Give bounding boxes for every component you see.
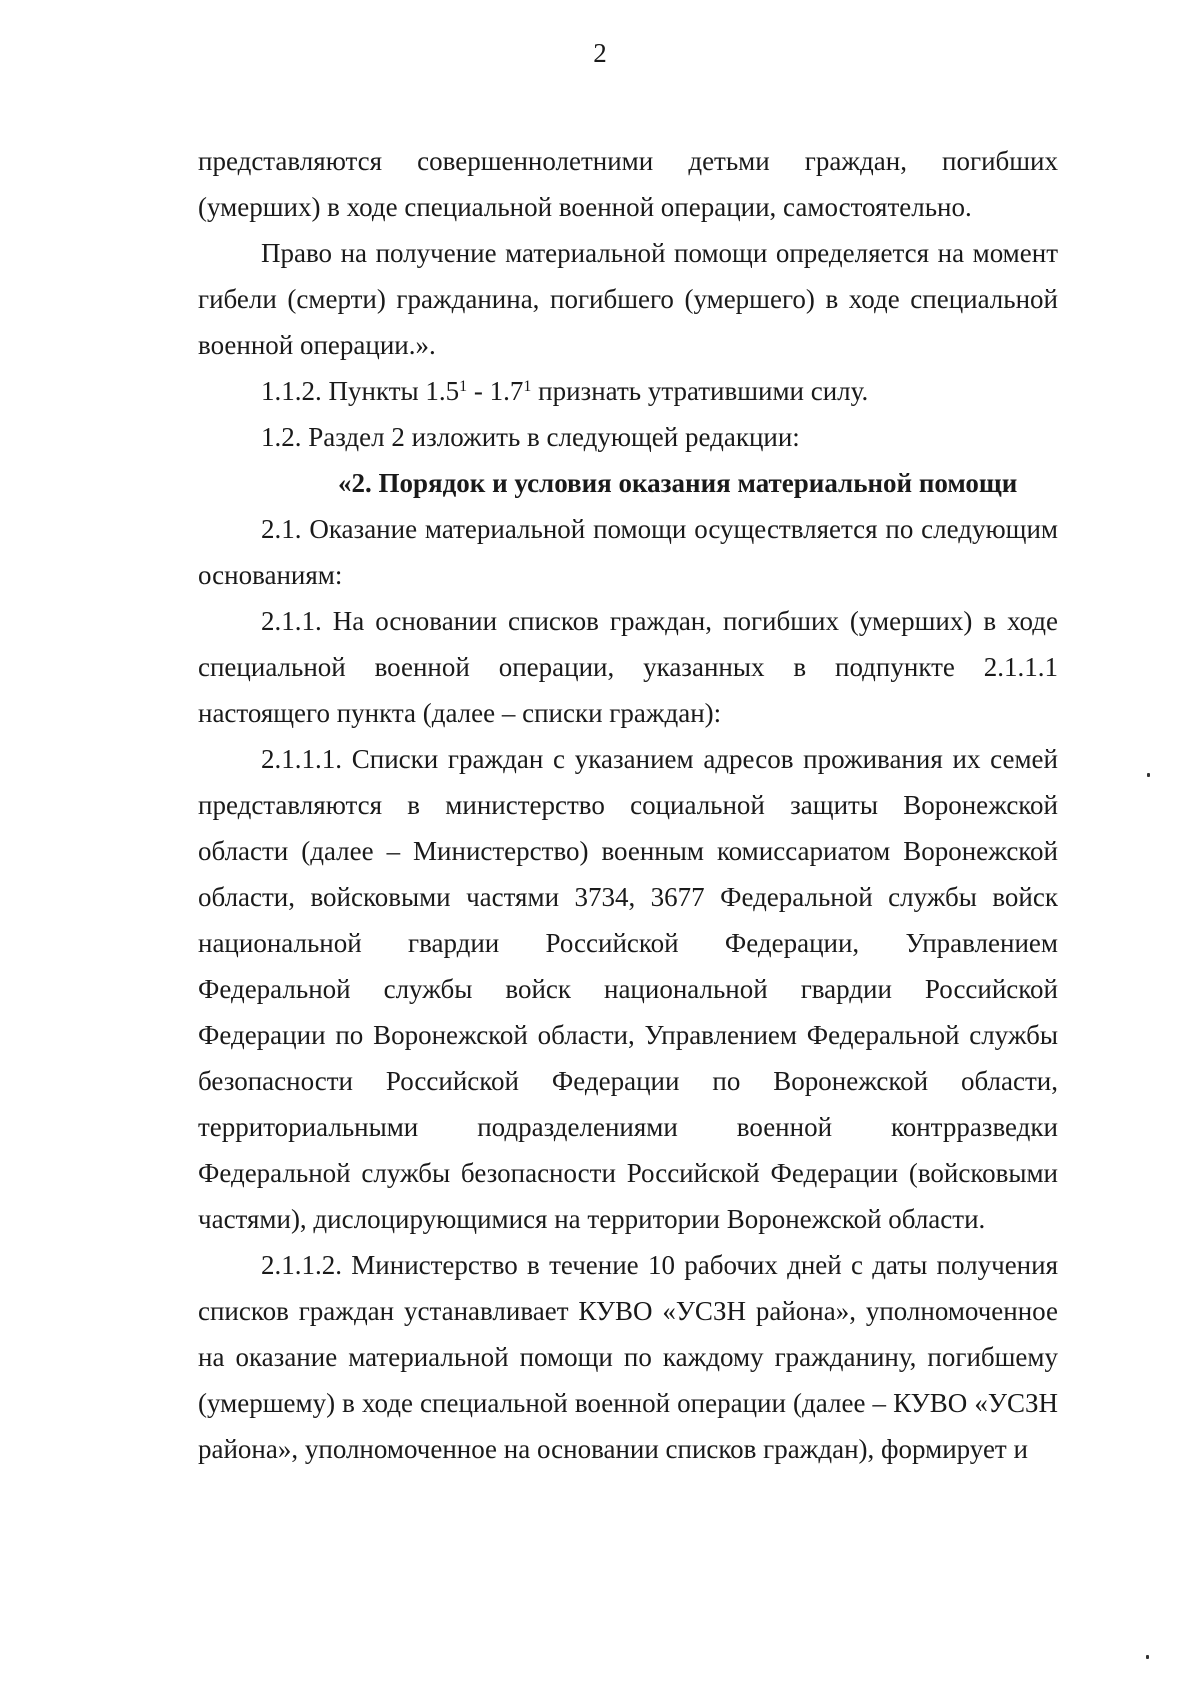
paragraph-2-1-1-1: 2.1.1.1. Списки граждан с указанием адресов проживания их семей представляются в министерство социальной защиты Воронежской области (далее – Министерство) военным комиссариатом Воронежской области, войсковыми частями 3734, 3677 Федеральной службы войск национальной гвардии Российской Федерации, Управлением Федеральной службы войск национальной гвардии Российской Федерации по Воронежской области, Управлением Федеральной службы безопасности Российской Федерации по Воронежской области, территориальными подразделениями военной контрразведки Федеральной службы безопасности Российской Федерации (войсковыми частями), дислоцирующимися на территории Воронежской области. (198, 744, 1058, 1234)
paragraph-2-1-1-2: 2.1.1.2. Министерство в течение 10 рабочих дней с даты получения списков граждан устанавливает КУВО «УСЗН района», уполномоченное на оказание материальной помощи по каждому гражданину, погибшему (умершему) в ходе специальной военной операции (далее – КУВО «УСЗН района», уполномоченное на основании списков граждан), формирует и (198, 1250, 1058, 1464)
paragraph-2-1-1: 2.1.1. На основании списков граждан, погибших (умерших) в ходе специальной военной операции, указанных в подпункте 2.1.1.1 настоящего пункта (далее – списки граждан): (198, 606, 1058, 728)
paragraph-2-1: 2.1. Оказание материальной помощи осуществляется по следующим основаниям: (198, 514, 1058, 590)
document-body (198, 138, 1058, 1472)
paragraph-1-1-2-part-c: признать утратившими силу. (531, 376, 869, 406)
scan-speck (1146, 1655, 1149, 1659)
superscript-2: 1 (523, 378, 532, 395)
paragraph-1-1-2 (198, 368, 1058, 414)
scan-speck (1147, 773, 1150, 777)
paragraph-1-2: 1.2. Раздел 2 изложить в следующей редакции: (261, 422, 800, 452)
paragraph-1-1-2-part-b: - 1.7 (467, 376, 524, 406)
page-number: 2 (593, 38, 607, 68)
superscript-1: 1 (459, 378, 468, 395)
paragraph-1-1-2-part-a: 1.1.2. Пункты 1.5 (261, 376, 460, 406)
section-heading: «2. Порядок и условия оказания материальной помощи (338, 468, 1018, 498)
paragraph-right-to-assistance: Право на получение материальной помощи определяется на момент гибели (смерти) гражданина, погибшего (умершего) в ходе специальной военной операции.». (198, 238, 1058, 360)
paragraph-continuation: представляются совершеннолетними детьми граждан, погибших (умерших) в ходе специальной военной операции, самостоятельно. (198, 146, 1058, 222)
